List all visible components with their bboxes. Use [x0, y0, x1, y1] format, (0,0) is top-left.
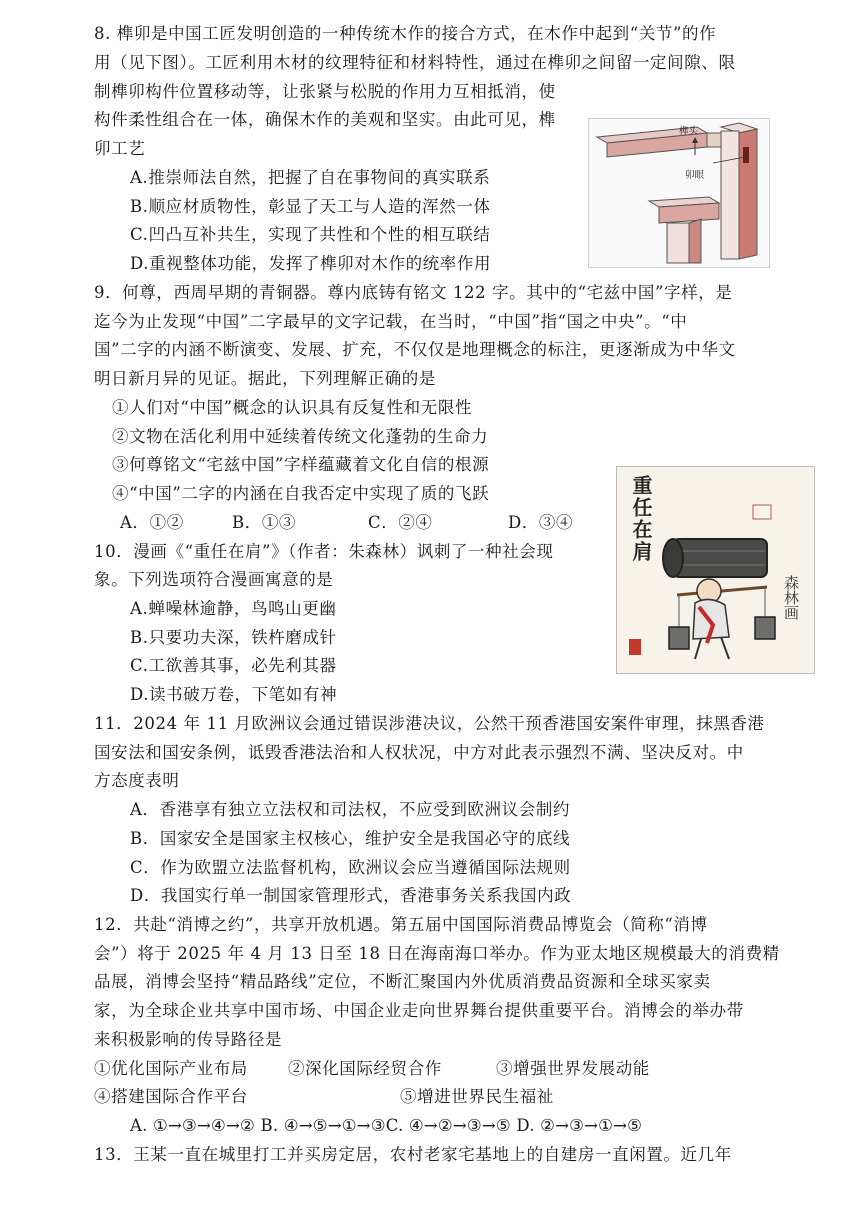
q9-line: 明日新月异的见证。据此，下列理解正确的是 [94, 369, 436, 388]
q10-option-c: C.工欲善其事，必先利其器 [130, 656, 337, 675]
q11-line: 方态度表明 [94, 771, 180, 790]
q8-line: 卯工艺 [94, 139, 146, 158]
q12-line: 来积极影响的传导路径是 [94, 1030, 283, 1049]
q9-option-a: A．①② [120, 513, 184, 532]
tenon-label: 榫头 [679, 126, 699, 137]
q12-options: A. ①→③→④→② B. ④→⑤→①→③C. ④→②→③→⑤ D. ②→③→①→⑤ [130, 1116, 643, 1135]
q8-option-a: A.推崇师法自然，把握了自在事物间的真实联系 [130, 168, 491, 187]
q12-item: ①优化国际产业布局 [94, 1059, 248, 1078]
cartoon-drawing [617, 467, 814, 673]
q13-line: 13．王某一直在城里打工并买房定居，农村老家宅基地上的自建房一直闲置。近几年 [94, 1145, 732, 1164]
q10-option-b: B.只要功夫深，铁杵磨成针 [130, 628, 337, 647]
cartoon-figure [616, 466, 815, 674]
q9-item: ②文物在活化利用中延续着传统文化蓬勃的生命力 [112, 427, 489, 446]
q9-item: ③何尊铭文“宅兹中国”字样蕴藏着文化自信的根源 [112, 455, 490, 474]
q12-item: ④搭建国际合作平台 [94, 1087, 248, 1106]
q9-item: ①人们对“中国”概念的认识具有反复性和无限性 [112, 398, 473, 417]
mortise-label: 卯眼 [685, 170, 705, 181]
q8-option-b: B.顺应材质物性，彰显了天工与人造的浑然一体 [130, 197, 491, 216]
q10-line: 象。下列选项符合漫画寓意的是 [94, 570, 334, 589]
q12-line: 12．共赴“消博之约”，共享开放机遇。第五届中国国际消费品博览会（简称“消博 [94, 915, 708, 934]
q12-item: ②深化国际经贸合作 [288, 1059, 442, 1078]
q12-item: ③增强世界发展动能 [496, 1059, 650, 1078]
q9-line: 国”二字的内涵不断演变、发展、扩充，不仅仅是地理概念的标注，更逐渐成为中华文 [94, 340, 736, 359]
q10-line: 10．漫画《“重任在肩”》（作者：朱森林）讽刺了一种社会现 [94, 542, 554, 561]
q8-line: 8. 榫卯是中国工匠发明创造的一种传统木作的接合方式，在木作中起到“关节”的作 [94, 24, 717, 43]
q8-line: 用（见下图）。工匠利用木材的纹理特征和材料特性，通过在榫卯之间留一定间隙、限 [94, 53, 736, 72]
q8-line: 制榫卯构件位置移动等，让张紧与松脱的作用力互相抵消，使 [94, 82, 556, 101]
q12-line: 品展，消博会坚持“精品路线”定位，不断汇聚国内外优质消费品资源和全球买家卖 [94, 972, 711, 991]
q11-option-c: C．作为欧盟立法监督机构，欧洲议会应当遵循国际法规则 [130, 858, 571, 877]
cartoon-title: 重任在肩 [629, 475, 653, 563]
q12-line: 会”）将于 2025 年 4 月 13 日至 18 日在海南海口举办。作为亚太地区规模最大的消费精 [94, 944, 780, 963]
q8-option-d: D.重视整体功能，发挥了榫卯对木作的统率作用 [130, 254, 492, 273]
q12-line: 家，为全球企业共享中国市场、中国企业走向世界舞台提供重要平台。消博会的举办带 [94, 1001, 744, 1020]
mortise-tenon-figure [588, 118, 770, 268]
q9-line: 迄今为止发现“中国”二字最早的文字记载，在当时，“中国”指“国之中央”。“中 [94, 312, 688, 331]
q8-option-c: C.凹凸互补共生，实现了共性和个性的相互联结 [130, 225, 491, 244]
q9-item: ④“中国”二字的内涵在自我否定中实现了质的飞跃 [112, 484, 490, 503]
q11-option-a: A．香港享有独立立法权和司法权，不应受到欧洲议会制约 [130, 800, 571, 819]
q9-line: 9．何尊，西周早期的青铜器。尊内底铸有铭文 122 字。其中的“宅兹中国”字样，是 [94, 283, 733, 302]
q11-option-b: B．国家安全是国家主权核心，维护安全是我国必守的底线 [130, 829, 571, 848]
q9-option-d: D．③④ [508, 513, 574, 532]
cartoon-signature: 森林画 [782, 575, 800, 620]
mortise-tenon-drawing [589, 119, 769, 267]
q10-option-a: A.蝉噪林逾静，鸟鸣山更幽 [130, 599, 337, 618]
q9-option-b: B．①③ [232, 513, 297, 532]
q8-line: 构件柔性组合在一体，确保木作的美观和坚实。由此可见，榫 [94, 110, 556, 129]
q11-line: 11．2024 年 11 月欧洲议会通过错误涉港决议，公然干预香港国安案件审理，抹黑香港 [94, 714, 765, 733]
q11-line: 国安法和国安条例，诋毁香港法治和人权状况，中方对此表示强烈不满、坚决反对。中 [94, 743, 744, 762]
q10-option-d: D.读书破万卷，下笔如有神 [130, 685, 338, 704]
q12-item: ⑤增进世界民生福祉 [400, 1087, 554, 1106]
q11-option-d: D．我国实行单一制国家管理形式，香港事务关系我国内政 [130, 886, 572, 905]
q9-option-c: C．②④ [368, 513, 433, 532]
